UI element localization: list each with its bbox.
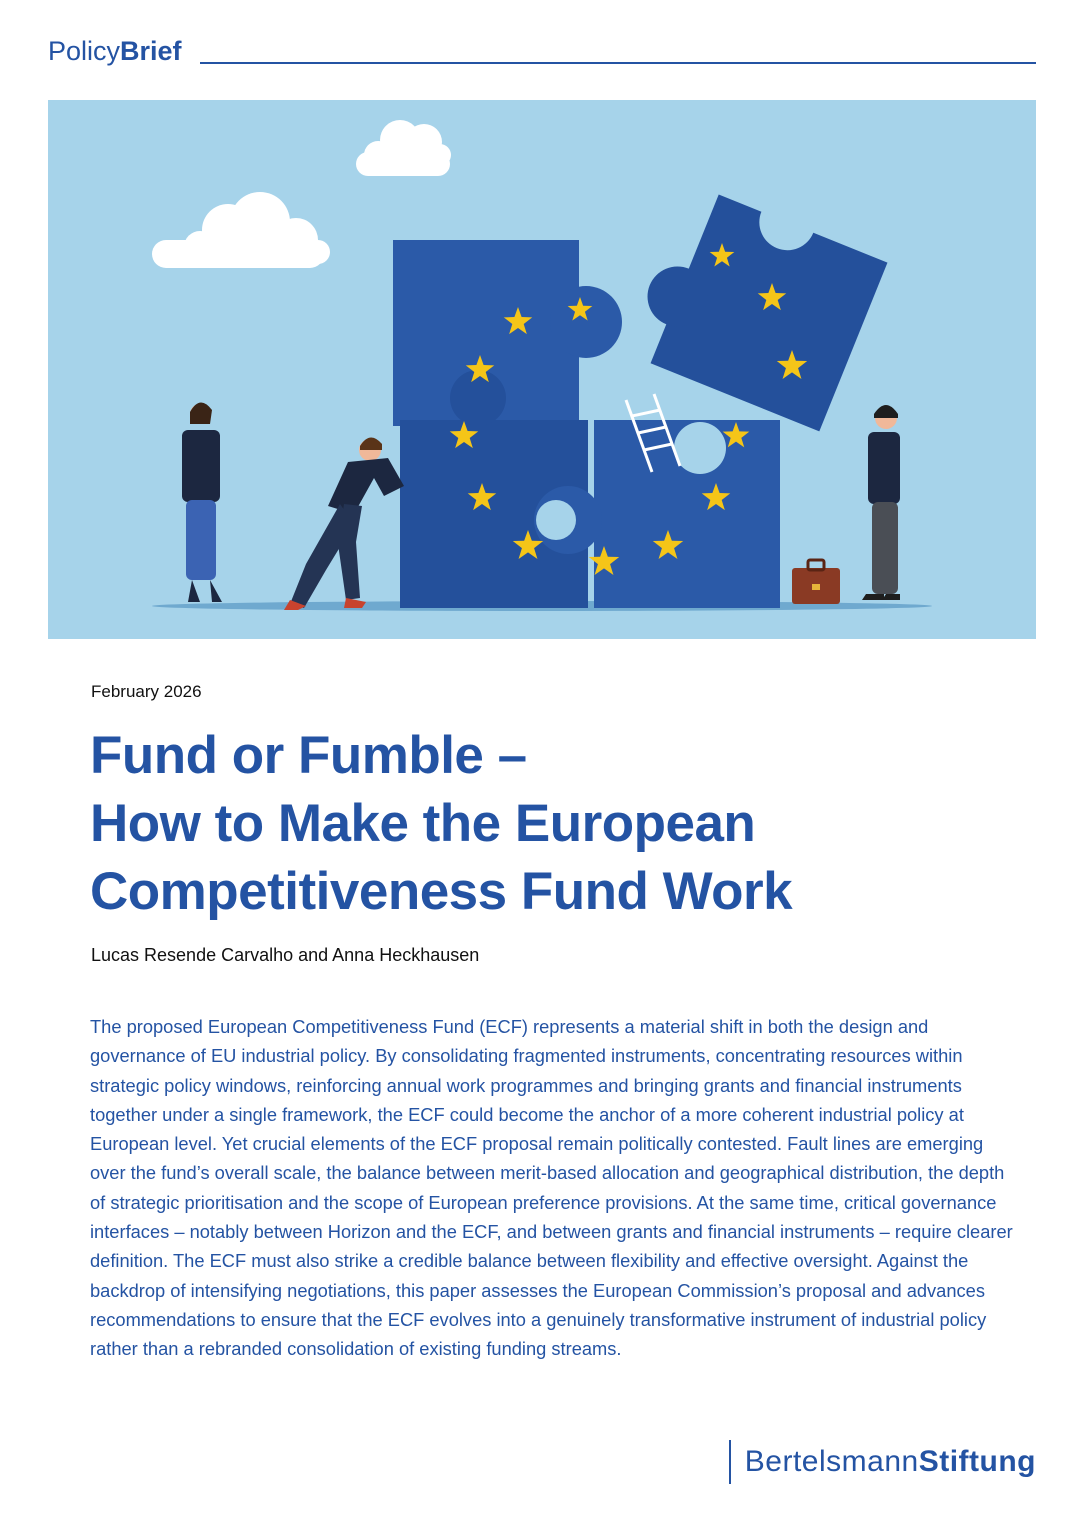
hero-illustration bbox=[48, 100, 1036, 639]
logo-bold: Stiftung bbox=[918, 1445, 1036, 1478]
briefcase-icon bbox=[792, 560, 840, 604]
woman-figure-icon bbox=[182, 402, 222, 602]
title-line: How to Make the European bbox=[90, 794, 756, 853]
brand-bold: Brief bbox=[120, 36, 182, 66]
title-line: Competitiveness Fund Work bbox=[90, 862, 793, 921]
publication-date: February 2026 bbox=[91, 682, 202, 701]
abstract: The proposed European Competitiveness Fund (ECF) represents a material shift in both the design and governance of EU industrial policy. By consolidating fragmented instruments, concentrating resources within strategic policy windows, reinforcing annual work programmes and bringing grants and financial instruments together under a single framework, the ECF could become the anchor of a more coherent industrial policy at European level. Yet crucial elements of the ECF proposal remain politically contested. Fault lines are emerging over the fund’s overall scale, the balance between merit-based allocation and geographical distribution, the depth of strategic prioritisation and the scope of European preference provisions. At the same time, critical governance interfaces – notably between Horizon and the ECF, and between grants and financial instruments – require clearer definition. The ECF must also strike a credible balance between flexibility and effective oversight. Against the backdrop of intensifying negotiations, this paper assesses the European Commission’s proposal and advances recommendations to ensure that the ECF evolves into a genuinely transformative instrument of industrial policy rather than a rebranded consolidation of existing funding streams. bbox=[90, 1016, 1013, 1360]
cloud-icon bbox=[356, 120, 451, 176]
man-pushing-icon bbox=[284, 437, 404, 610]
authors: Lucas Resende Carvalho and Anna Heckhausen bbox=[91, 945, 480, 965]
page-title bbox=[90, 722, 1020, 926]
logo-bar bbox=[729, 1440, 731, 1484]
header-rule bbox=[200, 62, 1036, 64]
brand-light: Policy bbox=[48, 36, 121, 66]
logo-light: Bertelsmann bbox=[744, 1445, 919, 1478]
man-standing-icon bbox=[862, 405, 900, 600]
eu-puzzle-illustration-icon bbox=[48, 100, 1036, 639]
title-line: Fund or Fumble – bbox=[90, 726, 527, 785]
logo-text bbox=[745, 1445, 1036, 1479]
page-header bbox=[48, 36, 1036, 76]
cloud-icon bbox=[152, 192, 330, 268]
policy-brief-logo bbox=[48, 36, 182, 67]
bertelsmann-stiftung-logo bbox=[729, 1440, 1036, 1484]
